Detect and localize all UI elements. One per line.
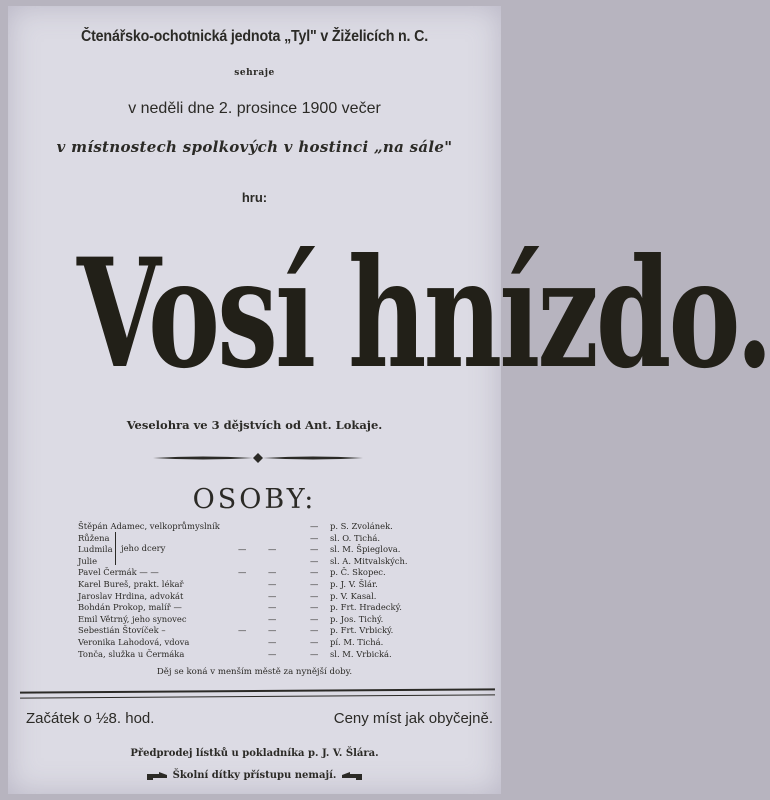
cast-role: Bohdán Prokop, malíř — bbox=[78, 602, 182, 613]
children-notice bbox=[8, 770, 501, 781]
cast-dash: — bbox=[310, 578, 319, 589]
cast-role: Tonča, služka u Čermáka bbox=[78, 648, 185, 659]
cast-actor: sl. M. Špieglova. bbox=[330, 544, 401, 555]
cast-role: Růžena bbox=[78, 532, 110, 543]
cast-dash: — bbox=[310, 555, 319, 566]
cast-role: Julie bbox=[78, 555, 98, 566]
horizontal-rule bbox=[20, 688, 495, 698]
cast-list bbox=[78, 521, 468, 660]
setting-text: Děj se koná v menším městě za nynější doby. bbox=[156, 667, 353, 677]
cast-dash: — bbox=[268, 578, 277, 589]
cast-dash: — bbox=[310, 567, 319, 578]
pointing-hand-icon bbox=[147, 771, 169, 781]
play-subtitle: Veselohra ve 3 dějstvích od Ant. Lokaje. bbox=[126, 418, 383, 432]
cast-dash: — bbox=[268, 636, 277, 647]
cast-heading: OSOBY: bbox=[192, 484, 317, 515]
sisters-brace bbox=[115, 532, 120, 565]
cast-row bbox=[78, 591, 468, 603]
cast-role: Štěpán Adamec, velkoprůmyslník bbox=[78, 521, 220, 531]
start-time: Začátek o ½8. hod. bbox=[26, 710, 155, 727]
ornament-divider bbox=[153, 452, 363, 464]
cast-dash: — bbox=[268, 590, 277, 601]
cast-actor: p. J. V. Šlár. bbox=[330, 578, 378, 589]
cast-dash: — bbox=[310, 590, 319, 601]
venue-text: v místnostech spolkových v hostinci „na sále" bbox=[56, 138, 453, 156]
cast-row bbox=[78, 614, 468, 626]
cast-row bbox=[78, 521, 468, 533]
cast-dash: — bbox=[310, 613, 319, 624]
cast-dash: — bbox=[310, 532, 319, 543]
society-name: Čtenářsko-ochotnická jednota „Tyl" v Žiželicích n. C. bbox=[81, 28, 428, 45]
cast-row bbox=[78, 567, 468, 579]
cast-row bbox=[78, 602, 468, 614]
cast-dash: — bbox=[268, 602, 277, 613]
cast-dash: — bbox=[238, 544, 247, 555]
cast-dash: — bbox=[310, 544, 319, 555]
sisters-note: jeho dcery bbox=[121, 543, 166, 553]
cast-dash: — bbox=[238, 567, 247, 578]
cast-actor: p. S. Zvolánek. bbox=[330, 521, 393, 531]
cast-dash: — bbox=[268, 544, 277, 555]
cast-dash: — bbox=[310, 636, 319, 647]
cast-actor: pí. M. Tichá. bbox=[330, 636, 384, 647]
cast-role: Emil Větrný, jeho synovec bbox=[78, 613, 187, 624]
children-notice-text: Školní dítky přístupu nemají. bbox=[172, 770, 337, 781]
cast-actor: p. Jos. Tichý. bbox=[330, 613, 384, 624]
cast-role: Jaroslav Hrdina, advokát bbox=[78, 590, 184, 601]
play-intro: hru: bbox=[241, 190, 268, 205]
cast-actor: sl. O. Tichá. bbox=[330, 532, 381, 543]
cast-dash: — bbox=[310, 602, 319, 613]
cast-actor: sl. A. Mitvalských. bbox=[330, 555, 408, 566]
cast-dash: — bbox=[310, 648, 319, 659]
cast-dash: — bbox=[310, 521, 319, 531]
performs-text: sehraje bbox=[234, 68, 275, 78]
cast-dash: — bbox=[310, 625, 319, 636]
cast-dash: — bbox=[268, 613, 277, 624]
cast-actor: p. V. Kasal. bbox=[330, 590, 377, 601]
cast-role: Karel Bureš, prakt. lékař bbox=[78, 578, 184, 589]
cast-role: Pavel Čermák — — bbox=[78, 567, 159, 578]
cast-row bbox=[78, 579, 468, 591]
cast-row bbox=[78, 556, 468, 568]
performance-date: v neděli dne 2. prosince 1900 večer bbox=[128, 100, 381, 117]
poster bbox=[8, 6, 770, 794]
cast-dash: — bbox=[238, 625, 247, 636]
cast-dash: — bbox=[268, 567, 277, 578]
cast-dash: — bbox=[268, 648, 277, 659]
cast-row bbox=[78, 625, 468, 637]
cast-row bbox=[78, 649, 468, 661]
cast-role: Ludmila bbox=[78, 544, 113, 555]
cast-role: Sebestián Štovíček – bbox=[78, 625, 166, 636]
play-title: Vosí hnízdo. bbox=[77, 226, 770, 402]
cast-role: Veronika Lahodová, vdova bbox=[78, 636, 190, 647]
pointing-hand-icon bbox=[340, 771, 362, 781]
cast-actor: p. Frt. Hradecký. bbox=[330, 602, 402, 613]
presale-info: Předprodej lístků u pokladníka p. J. V. Šlára. bbox=[130, 748, 379, 759]
cast-actor: sl. M. Vrbická. bbox=[330, 648, 392, 659]
cast-actor: p. Č. Skopec. bbox=[330, 567, 386, 578]
cast-dash: — bbox=[268, 625, 277, 636]
ticket-prices: Ceny míst jak obyčejně. bbox=[333, 710, 493, 727]
cast-actor: p. Frt. Vrbický. bbox=[330, 625, 394, 636]
cast-row bbox=[78, 637, 468, 649]
